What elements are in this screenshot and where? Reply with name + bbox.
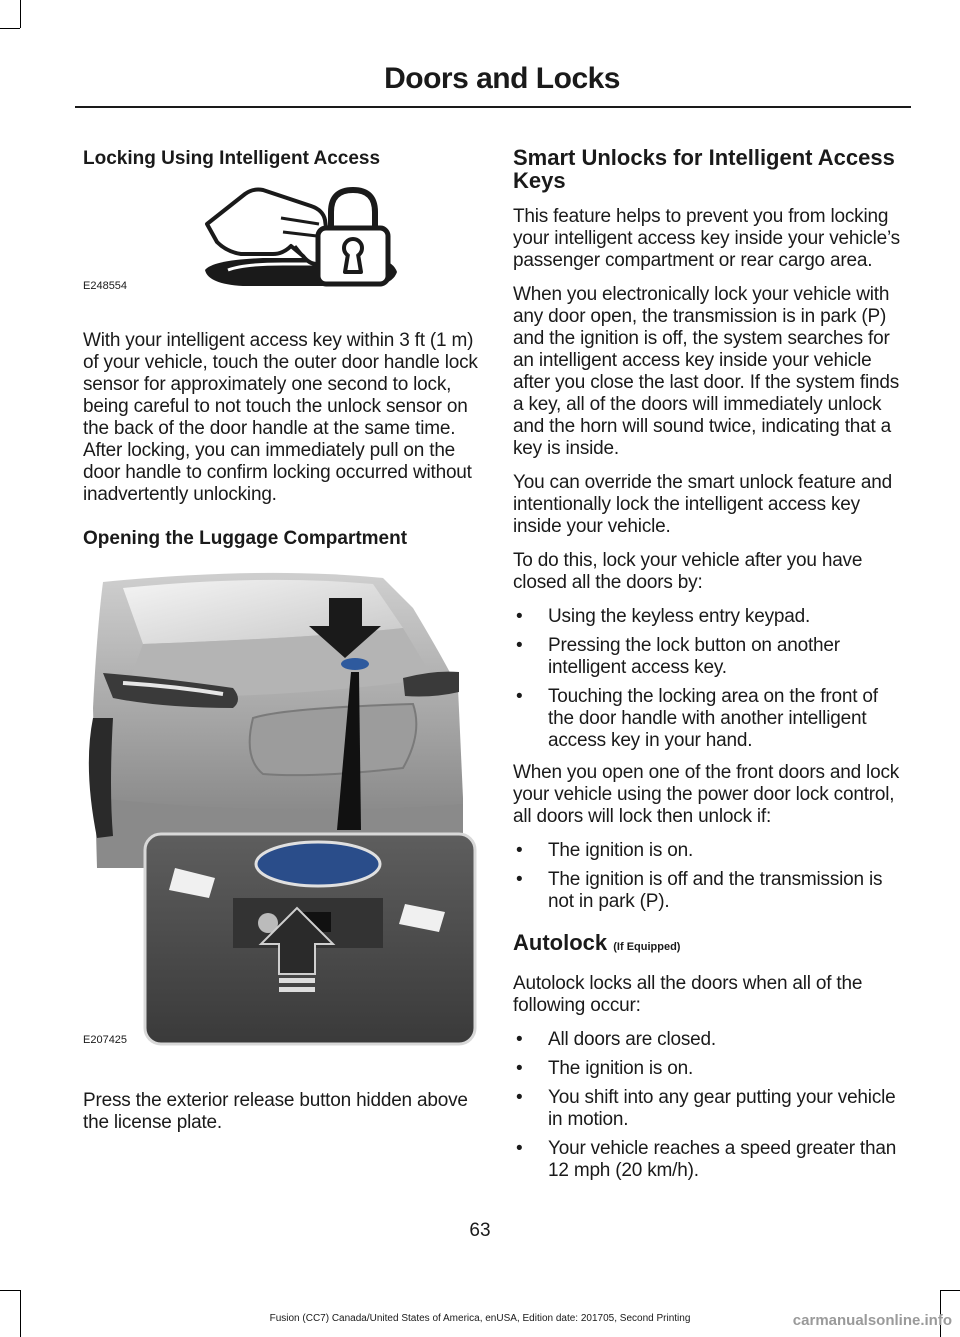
bullet-list (513, 606, 908, 752)
body-paragraph: This feature helps to prevent you from locking your intelligent access key inside your vehicle’s passenger compartment or rear cargo area. (513, 206, 900, 271)
list-item: • Using the keyless entry keypad. (513, 606, 908, 628)
figure-code: E248554 (83, 280, 128, 292)
crop-mark (20, 0, 21, 28)
body-paragraph: When you electronically lock your vehicle with any door open, the transmission is in park (P) and the ignition is off, the system searches for an intelligent access key inside your vehicle after you close the last door. If the system finds a key, all of the doors will immediately unlock and the horn will sound twice, indicating that a key is inside. (513, 284, 900, 459)
page-footer: Fusion (CC7) Canada/United States of America, enUSA, Edition date: 201705, Second Printing (269, 1313, 691, 1324)
list-item: • The ignition is off and the transmission is not in park (P). (513, 869, 908, 913)
figure-touch-lock (83, 180, 478, 298)
section-heading-locking: Locking Using Intelligent Access (83, 148, 381, 169)
list-item: • The ignition is on. (513, 1058, 908, 1080)
body-paragraph: To do this, lock your vehicle after you have closed all the doors by: (513, 550, 863, 593)
list-item: • All doors are closed. (513, 1029, 908, 1051)
body-paragraph: You can override the smart unlock feature and intentionally lock the intelligent access key inside your vehicle. (513, 472, 892, 537)
section-heading-luggage: Opening the Luggage Compartment (83, 528, 408, 549)
bullet-list (513, 1029, 908, 1182)
page-number: 63 (469, 1220, 491, 1241)
list-item: • You shift into any gear putting your vehicle in motion. (513, 1087, 908, 1131)
header-divider (75, 106, 911, 108)
list-item: • Your vehicle reaches a speed greater than 12 mph (20 km/h). (513, 1138, 908, 1182)
crop-mark (0, 1290, 20, 1291)
page-header-title: Doors and Locks (384, 62, 620, 95)
padlock-icon (315, 184, 391, 288)
section-heading-smart-unlocks: Smart Unlocks for Intelligent Access Keys (513, 145, 895, 193)
crop-mark (0, 28, 20, 29)
body-paragraph: When you open one of the front doors and lock your vehicle using the power door lock control, all doors will lock then unlock if: (513, 762, 900, 827)
body-paragraph: Autolock locks all the doors when all of the following occur: (513, 973, 863, 1016)
crop-mark (940, 1290, 960, 1291)
body-paragraph: With your intelligent access key within 3 ft (1 m) of your vehicle, touch the outer door handle lock sensor for approximately one second to lock, being careful to not touch the unlock sensor on the back of the door handle at the same time. After locking, you can immediately pull on the door handle to confirm locking occurred without inadvertently unlocking. (83, 330, 478, 505)
if-equipped-note: (If Equipped) (613, 941, 681, 953)
watermark: carmanualsonline.info (792, 1312, 952, 1329)
figure-code: E207425 (83, 1034, 128, 1046)
list-item: • Touching the locking area on the front of the door handle with another intelligent access key in your hand. (513, 686, 908, 752)
left-column (83, 144, 478, 1146)
bullet-list (513, 840, 908, 913)
section-heading-autolock (513, 931, 908, 959)
list-item: • Pressing the lock button on another intelligent access key. (513, 635, 908, 679)
right-column (513, 144, 908, 1192)
figure-luggage-release (83, 568, 478, 1056)
car-rear-illustration (83, 568, 478, 1056)
autolock-title: Autolock (513, 930, 608, 955)
body-paragraph: Press the exterior release button hidden above the license plate. (83, 1090, 468, 1133)
list-item: • The ignition is on. (513, 840, 908, 862)
